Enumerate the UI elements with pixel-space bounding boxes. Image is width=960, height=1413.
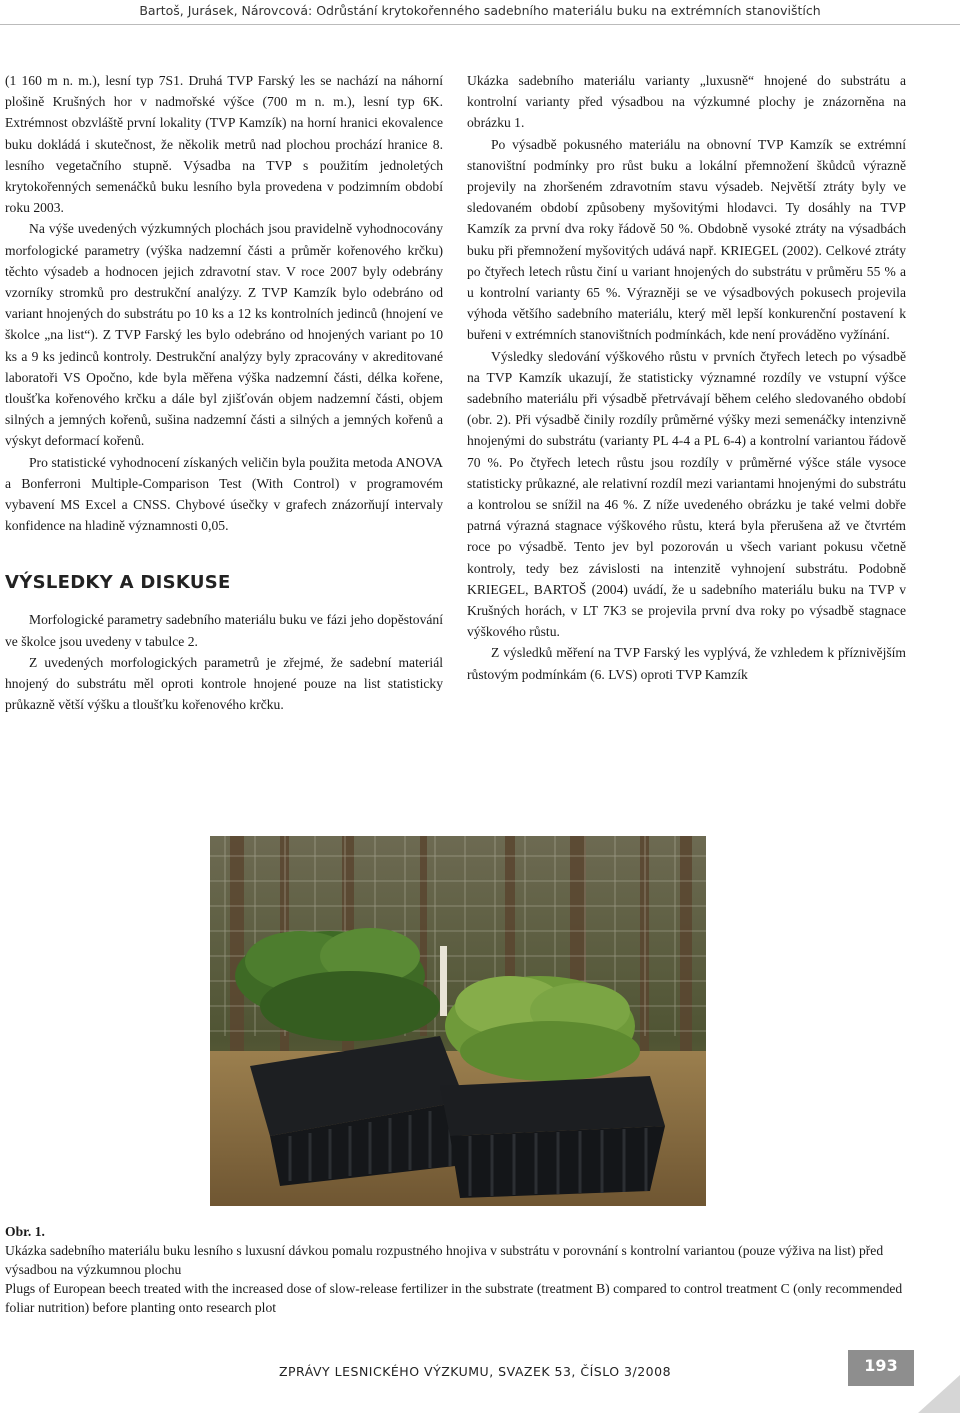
paragraph: Pro statistické vyhodnocení získaných veličin byla použita metoda ANOVA a Bonferroni Multiple-Comparison Test (With Control) v programovém vybavení MS Excel a CNSS. Chybové úsečky v grafech znázorňují intervaly konfidence na hladině významnosti 0,05. — [5, 454, 443, 534]
right-column — [467, 70, 906, 685]
section-heading: VÝSLEDKY A DISKUSE — [5, 572, 231, 594]
paragraph: Výsledky sledování výškového růstu v prvních čtyřech letech po výsadbě na TVP Kamzík ukazují, že statisticky významné rozdíly ve vstupní výšce sadebního materiálu při výsadbě přetrvávají během celého sledovaného období (obr. 2). Při výsadbě činily rozdíly průměrné výšky mezi semenáčky intenzivně hnojenými do substrátu (varianty PL 4-4 a PL 6-4) a kontrolní variantou řádově 70 %. Po čtyřech letech růstu jsou rozdíly v průměrné výšce stále vysoce statisticky průkazné, ale relativní rozdíl mezi variantami hnojenými do substrátu a kontrolou se snížil na 46 %. Z níže uvedeného obrázku je také velmi dobře patrná výrazná stagnace výškového růstu, která byla přerušena až ve čtvrtém roce po výsadbě. Tento jev byl pozorován u všech variant pokusu včetně kontroly, tedy bez závislosti na intenzitě vyhnojení substrátu. Podobně KRIEGEL, BARTOŠ (2004) uvádí, že u sadebního materiálu buku na TVP v Krušných horách, v LT 7K3 se projevila první dva roky po výsadbě stagnace výškového růstu. — [467, 348, 906, 640]
page-corner-decoration — [918, 1375, 960, 1413]
paragraph: Na výše uvedených výzkumných plochách jsou pravidelně vyhodnocovány morfologické parametry (výška nadzemní části a průměr kořenového krčku) těchto výsadeb a hodnocen jejich zdravotní stav. V roce 2007 byly odebrány vzorníky stromků pro destrukční analýzy. Z TVP Kamzík bylo odebráno od variant hnojených do substrátu po 10 ks a 12 ks kontrolních jedinců (hnojení ve školce „na list“). Z TVP Farský les bylo odebráno od hnojených variant po 10 ks a 9 ks jedinců kontroly. Destrukční analýzy byly zpracovány v akreditované laboratoři VS Opočno, kde byla měřena výška nadzemní části, délka kořene, tloušťka kořenového krčku a dále byl zjišťován objem nadzemní části, objem silných a jemných kořenů, sušina nadzemní části a silných a jemných kořenů a výskyt deformací kořenů. — [5, 221, 443, 449]
paragraph: Po výsadbě pokusného materiálu na obnovní TVP Kamzík se extrémní stanovištní podmínky pro růst buku a lokální přemnožení škůdců výrazně projevily na zhoršeném zdravotním stavu výsadeb. Největší ztráty byly ve sledovaném období způsobeny myšovitými hlodavci. Ty dosáhly na TVP Kamzík za první dva roky řádově 50 %. Obdobně vysoké ztráty na výsadbách buku při přemnožení myšovitých udává např. KRIEGEL (2002). Celkové ztráty po čtyřech letech růstu činí u variant hnojených do substrátu v průměru 55 % a u kontrolní varianty 65 %. Výrazněji se ve výsadbových pokusech projevila výhoda většího sadebního materiálu, který měl lepší konkurenční postavení k buřeni v extrémních stanovištních podmínkách, kde není prováděno vyžínání. — [467, 136, 906, 343]
header-rule — [0, 24, 960, 25]
caption-czech: Ukázka sadebního materiálu buku lesního s luxusní dávkou pomalu rozpustného hnojiva v substrátu v porovnání s kontrolní variantou (pouze výživa na list) před výsadbou na výzkumnou plochu — [5, 1243, 884, 1277]
journal-footer: ZPRÁVY LESNICKÉHO VÝZKUMU, SVAZEK 53, ČÍSLO 3/2008 — [278, 1364, 672, 1379]
caption-english: Plugs of European beech treated with the increased dose of slow-release fertilizer in the substrate (treatment B) compared to control treatment C (only recommended foliar nutrition) before planting onto research plot — [5, 1281, 903, 1315]
paragraph: (1 160 m n. m.), lesní typ 7S1. Druhá TVP Farský les se nachází na náhorní plošině Krušných hor v nadmořské výšce (700 m n. m.), lesní typ 6K. Extrémnost obzvláště první lokality (TVP Kamzík) na horní hranici ekovalence buku dokládá i skutečnost, že několik metrů nad plochou prochází hranice 8. lesního vegetačního stupně. Výsadba na TVP s použitím jednoletých krytokořenných semenáčků buku lesního byla provedena v podzimním období roku 2003. — [5, 73, 443, 216]
paragraph: Ukázka sadebního materiálu varianty „luxusně“ hnojené do substrátu a kontrolní varianty před výsadbou na výzkumné plochy je znázorněna na obrázku 1. — [467, 73, 906, 131]
figure-photo — [210, 836, 706, 1206]
figure-caption — [5, 1222, 910, 1317]
paragraph: Z uvedených morfologických parametrů je zřejmé, že sadební materiál hnojený do substrátu měl oproti kontrole hnojené pouze na list statisticky průkazně větší výšku a tloušťku kořenového krčku. — [5, 654, 443, 713]
page-number: 193 — [848, 1350, 914, 1386]
paragraph: Z výsledků měření na TVP Farský les vyplývá, že vzhledem k příznivějším růstovým podmínkám (6. LVS) oproti TVP Kamzík — [467, 645, 906, 682]
figure-label: Obr. 1. — [5, 1224, 45, 1239]
paragraph: Morfologické parametry sadebního materiálu buku ve fázi jeho dopěstování ve školce jsou uvedeny v tabulce 2. — [5, 612, 443, 649]
running-title: Bartoš, Jurásek, Nárovcová: Odrůstání krytokořenného sadebního materiálu buku na extrémních stanovištích — [139, 3, 821, 18]
left-column — [5, 70, 443, 715]
